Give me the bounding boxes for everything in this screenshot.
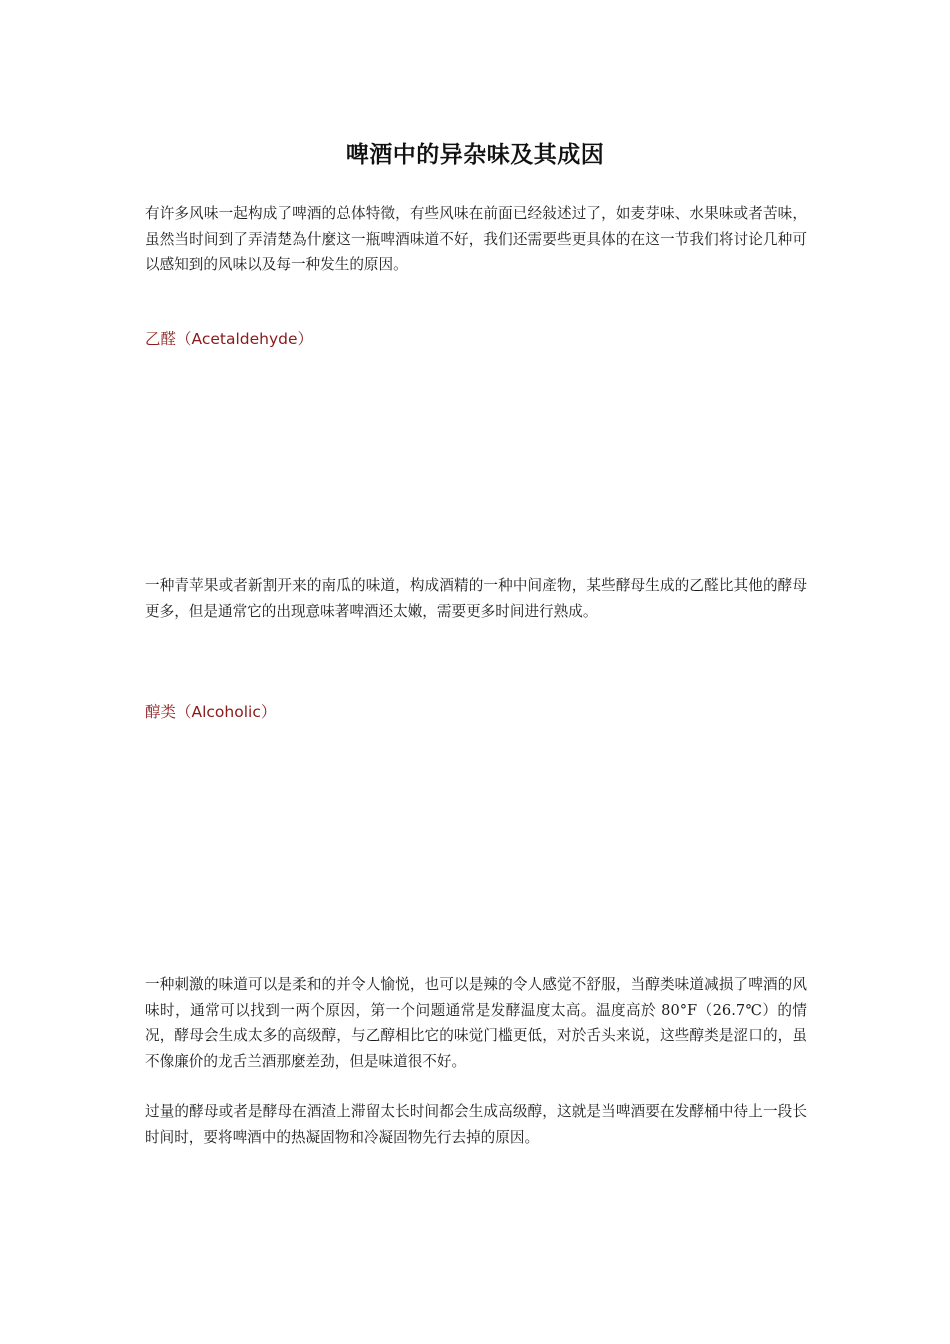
section-heading-acetaldehyde: 乙醛（Acetaldehyde） — [145, 330, 314, 348]
alcoholic-paragraph-2: 过量的酵母或者是酵母在酒渣上滞留太长时间都会生成高级醇，这就是当啤酒要在发酵桶中待上一段长时间时，要将啤酒中的热凝固物和冷凝固物先行去掉的原因。 — [145, 1103, 807, 1146]
acetaldehyde-paragraph: 一种青苹果或者新割开来的南瓜的味道，构成酒精的一种中间產物，某些酵母生成的乙醛比其他的酵母更多，但是通常它的出现意味著啤酒还太嫩，需要更多时间进行熟成。 — [145, 577, 807, 620]
intro-paragraph: 有许多风味一起构成了啤酒的总体特徵，有些风味在前面已经敍述过了，如麦芽味、水果味或者苦味，虽然当时间到了弄清楚為什麼这一瓶啤酒味道不好，我们还需要些更具体的在这一节我们将讨论几种可以感知到的风味以及每一种发生的原因。 — [145, 205, 807, 273]
document-title: 啤酒中的异杂味及其成因 — [345, 142, 605, 168]
section-heading-alcoholic: 醇类（Alcoholic） — [145, 703, 277, 721]
alcoholic-paragraph-1: 一种刺激的味道可以是柔和的并令人愉悦，也可以是辣的令人感觉不舒服，当醇类味道减损了啤酒的风味时，通常可以找到一两个原因，第一个问题通常是发酵温度太高。温度高於 80°F（26.7℃）的情况，酵母会生成太多的高级醇，与乙醇相比它的味觉门槛更低，对於舌头来说，这些醇类是涩口的，虽不像廉价的龙舌兰酒那麼差劲，但是味道很不好。 — [145, 976, 807, 1070]
